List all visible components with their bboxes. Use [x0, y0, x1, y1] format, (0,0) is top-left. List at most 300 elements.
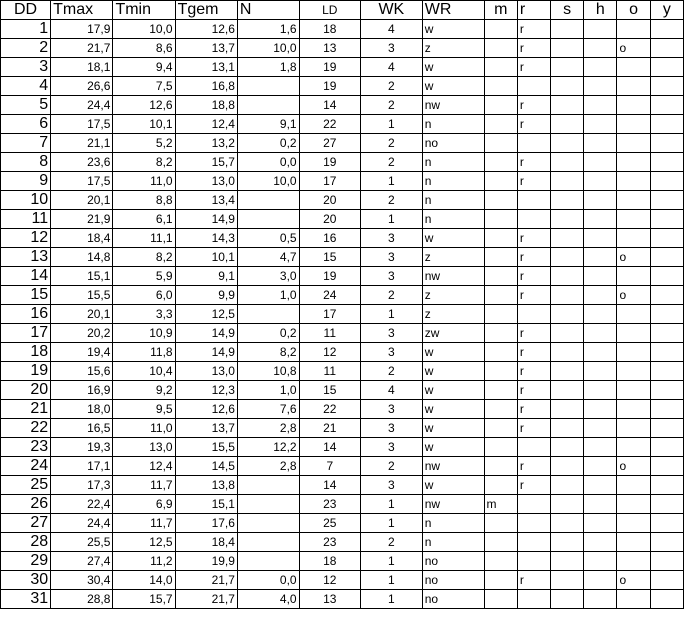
cell-wr[interactable]: w	[422, 419, 484, 438]
cell-m[interactable]	[484, 229, 517, 248]
cell-n[interactable]: 0,0	[237, 153, 299, 172]
cell-s[interactable]	[551, 134, 584, 153]
cell-tgem[interactable]: 13,7	[175, 419, 237, 438]
cell-n[interactable]: 0,2	[237, 324, 299, 343]
cell-s[interactable]	[551, 305, 584, 324]
cell-wr[interactable]: nw	[422, 457, 484, 476]
cell-n[interactable]: 2,8	[237, 457, 299, 476]
cell-n[interactable]: 2,8	[237, 419, 299, 438]
cell-ld[interactable]: 20	[299, 191, 360, 210]
cell-tmax[interactable]: 16,9	[51, 381, 113, 400]
cell-r[interactable]: r	[517, 400, 550, 419]
cell-day[interactable]: 30	[1, 571, 51, 590]
cell-day[interactable]: 8	[1, 153, 51, 172]
header-tmin[interactable]: Tmin	[113, 1, 175, 20]
cell-tmax[interactable]: 21,9	[51, 210, 113, 229]
cell-tmin[interactable]: 11,7	[113, 476, 175, 495]
cell-y[interactable]	[650, 77, 683, 96]
cell-wk[interactable]: 1	[360, 571, 422, 590]
cell-m[interactable]	[484, 96, 517, 115]
cell-wr[interactable]: z	[422, 248, 484, 267]
cell-ld[interactable]: 27	[299, 134, 360, 153]
cell-day[interactable]: 1	[1, 20, 51, 39]
cell-tgem[interactable]: 13,7	[175, 39, 237, 58]
cell-y[interactable]	[650, 286, 683, 305]
cell-y[interactable]	[650, 495, 683, 514]
cell-r[interactable]: r	[517, 286, 550, 305]
cell-tmin[interactable]: 8,8	[113, 191, 175, 210]
cell-s[interactable]	[551, 590, 584, 609]
cell-day[interactable]: 27	[1, 514, 51, 533]
header-s[interactable]: s	[551, 1, 584, 20]
cell-tgem[interactable]: 13,8	[175, 476, 237, 495]
cell-r[interactable]: r	[517, 267, 550, 286]
cell-wk[interactable]: 1	[360, 210, 422, 229]
cell-r[interactable]: r	[517, 571, 550, 590]
cell-tmin[interactable]: 5,9	[113, 267, 175, 286]
cell-m[interactable]	[484, 343, 517, 362]
cell-y[interactable]	[650, 324, 683, 343]
cell-ld[interactable]: 15	[299, 381, 360, 400]
cell-o[interactable]	[617, 400, 650, 419]
cell-h[interactable]	[584, 552, 617, 571]
cell-wr[interactable]: no	[422, 590, 484, 609]
cell-tgem[interactable]: 9,1	[175, 267, 237, 286]
cell-y[interactable]	[650, 476, 683, 495]
cell-wr[interactable]: z	[422, 305, 484, 324]
cell-day[interactable]: 31	[1, 590, 51, 609]
cell-tmin[interactable]: 12,5	[113, 533, 175, 552]
cell-n[interactable]	[237, 191, 299, 210]
cell-y[interactable]	[650, 419, 683, 438]
cell-o[interactable]: o	[617, 571, 650, 590]
cell-m[interactable]	[484, 362, 517, 381]
cell-ld[interactable]: 19	[299, 267, 360, 286]
cell-o[interactable]	[617, 115, 650, 134]
cell-n[interactable]: 0,5	[237, 229, 299, 248]
cell-wk[interactable]: 1	[360, 305, 422, 324]
cell-wk[interactable]: 3	[360, 438, 422, 457]
cell-tmax[interactable]: 16,5	[51, 419, 113, 438]
cell-ld[interactable]: 15	[299, 248, 360, 267]
cell-s[interactable]	[551, 229, 584, 248]
cell-tgem[interactable]: 14,3	[175, 229, 237, 248]
cell-day[interactable]: 29	[1, 552, 51, 571]
cell-wr[interactable]: n	[422, 153, 484, 172]
cell-day[interactable]: 12	[1, 229, 51, 248]
cell-h[interactable]	[584, 77, 617, 96]
cell-y[interactable]	[650, 381, 683, 400]
cell-r[interactable]	[517, 495, 550, 514]
cell-day[interactable]: 24	[1, 457, 51, 476]
cell-tmax[interactable]: 19,4	[51, 343, 113, 362]
cell-tmin[interactable]: 10,0	[113, 20, 175, 39]
cell-tgem[interactable]: 14,9	[175, 324, 237, 343]
cell-r[interactable]: r	[517, 476, 550, 495]
cell-h[interactable]	[584, 229, 617, 248]
cell-n[interactable]: 10,8	[237, 362, 299, 381]
cell-o[interactable]	[617, 96, 650, 115]
cell-tmin[interactable]: 8,2	[113, 153, 175, 172]
cell-o[interactable]	[617, 20, 650, 39]
cell-tgem[interactable]: 13,4	[175, 191, 237, 210]
cell-r[interactable]: r	[517, 58, 550, 77]
cell-ld[interactable]: 24	[299, 286, 360, 305]
cell-tmax[interactable]: 17,3	[51, 476, 113, 495]
cell-s[interactable]	[551, 381, 584, 400]
cell-m[interactable]	[484, 172, 517, 191]
cell-tmin[interactable]: 9,4	[113, 58, 175, 77]
cell-r[interactable]	[517, 134, 550, 153]
cell-h[interactable]	[584, 153, 617, 172]
cell-h[interactable]	[584, 343, 617, 362]
cell-ld[interactable]: 19	[299, 58, 360, 77]
cell-tmin[interactable]: 11,7	[113, 514, 175, 533]
cell-m[interactable]	[484, 20, 517, 39]
cell-day[interactable]: 4	[1, 77, 51, 96]
cell-h[interactable]	[584, 362, 617, 381]
cell-o[interactable]	[617, 134, 650, 153]
cell-tmax[interactable]: 22,4	[51, 495, 113, 514]
cell-r[interactable]	[517, 438, 550, 457]
cell-wr[interactable]: z	[422, 39, 484, 58]
cell-s[interactable]	[551, 533, 584, 552]
header-day[interactable]: DD	[1, 1, 51, 20]
cell-o[interactable]	[617, 533, 650, 552]
cell-o[interactable]	[617, 590, 650, 609]
cell-wr[interactable]: n	[422, 514, 484, 533]
cell-s[interactable]	[551, 362, 584, 381]
cell-tmax[interactable]: 26,6	[51, 77, 113, 96]
cell-day[interactable]: 19	[1, 362, 51, 381]
cell-y[interactable]	[650, 96, 683, 115]
cell-y[interactable]	[650, 305, 683, 324]
cell-m[interactable]	[484, 191, 517, 210]
cell-tmax[interactable]: 27,4	[51, 552, 113, 571]
cell-n[interactable]: 1,6	[237, 20, 299, 39]
cell-o[interactable]	[617, 362, 650, 381]
cell-s[interactable]	[551, 419, 584, 438]
cell-tmin[interactable]: 12,6	[113, 96, 175, 115]
cell-ld[interactable]: 14	[299, 438, 360, 457]
cell-h[interactable]	[584, 400, 617, 419]
cell-h[interactable]	[584, 590, 617, 609]
cell-day[interactable]: 20	[1, 381, 51, 400]
cell-m[interactable]	[484, 476, 517, 495]
cell-m[interactable]	[484, 286, 517, 305]
cell-m[interactable]	[484, 381, 517, 400]
cell-s[interactable]	[551, 495, 584, 514]
cell-n[interactable]: 9,1	[237, 115, 299, 134]
cell-r[interactable]: r	[517, 248, 550, 267]
cell-m[interactable]	[484, 438, 517, 457]
cell-wk[interactable]: 2	[360, 362, 422, 381]
cell-h[interactable]	[584, 476, 617, 495]
cell-tmax[interactable]: 17,9	[51, 20, 113, 39]
cell-s[interactable]	[551, 191, 584, 210]
cell-ld[interactable]: 18	[299, 20, 360, 39]
cell-ld[interactable]: 7	[299, 457, 360, 476]
cell-n[interactable]	[237, 495, 299, 514]
cell-tgem[interactable]: 14,9	[175, 210, 237, 229]
cell-n[interactable]: 7,6	[237, 400, 299, 419]
cell-ld[interactable]: 13	[299, 590, 360, 609]
cell-y[interactable]	[650, 248, 683, 267]
cell-tmax[interactable]: 17,1	[51, 457, 113, 476]
cell-n[interactable]	[237, 210, 299, 229]
cell-ld[interactable]: 21	[299, 419, 360, 438]
cell-tmax[interactable]: 15,5	[51, 286, 113, 305]
cell-s[interactable]	[551, 248, 584, 267]
cell-o[interactable]	[617, 210, 650, 229]
cell-tmax[interactable]: 24,4	[51, 514, 113, 533]
cell-day[interactable]: 2	[1, 39, 51, 58]
cell-wk[interactable]: 3	[360, 400, 422, 419]
cell-tgem[interactable]: 12,5	[175, 305, 237, 324]
cell-r[interactable]: r	[517, 381, 550, 400]
cell-n[interactable]	[237, 96, 299, 115]
cell-o[interactable]	[617, 267, 650, 286]
cell-n[interactable]: 1,0	[237, 286, 299, 305]
cell-tmin[interactable]: 15,7	[113, 590, 175, 609]
cell-wr[interactable]: n	[422, 172, 484, 191]
cell-m[interactable]	[484, 77, 517, 96]
cell-wk[interactable]: 3	[360, 324, 422, 343]
cell-tmax[interactable]: 18,4	[51, 229, 113, 248]
cell-n[interactable]: 0,2	[237, 134, 299, 153]
cell-wr[interactable]: n	[422, 115, 484, 134]
header-wr[interactable]: WR	[422, 1, 484, 20]
cell-r[interactable]: r	[517, 229, 550, 248]
cell-wk[interactable]: 1	[360, 514, 422, 533]
cell-y[interactable]	[650, 172, 683, 191]
cell-y[interactable]	[650, 400, 683, 419]
cell-tmin[interactable]: 14,0	[113, 571, 175, 590]
cell-wr[interactable]: z	[422, 286, 484, 305]
cell-n[interactable]: 10,0	[237, 172, 299, 191]
cell-n[interactable]	[237, 552, 299, 571]
cell-s[interactable]	[551, 324, 584, 343]
cell-day[interactable]: 6	[1, 115, 51, 134]
cell-ld[interactable]: 20	[299, 210, 360, 229]
cell-day[interactable]: 7	[1, 134, 51, 153]
cell-wk[interactable]: 2	[360, 191, 422, 210]
cell-day[interactable]: 18	[1, 343, 51, 362]
cell-day[interactable]: 26	[1, 495, 51, 514]
cell-o[interactable]	[617, 381, 650, 400]
cell-tmin[interactable]: 11,8	[113, 343, 175, 362]
cell-n[interactable]	[237, 514, 299, 533]
cell-h[interactable]	[584, 324, 617, 343]
cell-o[interactable]	[617, 77, 650, 96]
cell-s[interactable]	[551, 172, 584, 191]
cell-n[interactable]: 4,7	[237, 248, 299, 267]
cell-y[interactable]	[650, 362, 683, 381]
cell-o[interactable]	[617, 172, 650, 191]
cell-ld[interactable]: 22	[299, 115, 360, 134]
cell-s[interactable]	[551, 400, 584, 419]
cell-tgem[interactable]: 12,6	[175, 20, 237, 39]
cell-m[interactable]	[484, 571, 517, 590]
cell-n[interactable]	[237, 77, 299, 96]
cell-tmax[interactable]: 17,5	[51, 172, 113, 191]
cell-wr[interactable]: w	[422, 362, 484, 381]
cell-tgem[interactable]: 13,0	[175, 172, 237, 191]
cell-day[interactable]: 9	[1, 172, 51, 191]
cell-day[interactable]: 14	[1, 267, 51, 286]
cell-tgem[interactable]: 16,8	[175, 77, 237, 96]
cell-wr[interactable]: w	[422, 77, 484, 96]
cell-o[interactable]	[617, 229, 650, 248]
cell-s[interactable]	[551, 210, 584, 229]
cell-s[interactable]	[551, 96, 584, 115]
cell-tgem[interactable]: 13,2	[175, 134, 237, 153]
cell-tmax[interactable]: 20,1	[51, 191, 113, 210]
cell-y[interactable]	[650, 134, 683, 153]
cell-tgem[interactable]: 13,1	[175, 58, 237, 77]
cell-ld[interactable]: 17	[299, 305, 360, 324]
cell-tgem[interactable]: 18,8	[175, 96, 237, 115]
cell-n[interactable]: 3,0	[237, 267, 299, 286]
cell-h[interactable]	[584, 533, 617, 552]
cell-wk[interactable]: 2	[360, 77, 422, 96]
cell-day[interactable]: 17	[1, 324, 51, 343]
cell-s[interactable]	[551, 153, 584, 172]
cell-s[interactable]	[551, 552, 584, 571]
cell-y[interactable]	[650, 58, 683, 77]
cell-tmax[interactable]: 21,7	[51, 39, 113, 58]
cell-wk[interactable]: 1	[360, 172, 422, 191]
cell-y[interactable]	[650, 552, 683, 571]
cell-r[interactable]	[517, 552, 550, 571]
cell-n[interactable]: 1,0	[237, 381, 299, 400]
cell-o[interactable]: o	[617, 248, 650, 267]
cell-s[interactable]	[551, 457, 584, 476]
cell-h[interactable]	[584, 172, 617, 191]
cell-o[interactable]	[617, 438, 650, 457]
cell-tmin[interactable]: 6,9	[113, 495, 175, 514]
cell-wk[interactable]: 3	[360, 229, 422, 248]
cell-y[interactable]	[650, 457, 683, 476]
cell-r[interactable]	[517, 210, 550, 229]
cell-o[interactable]	[617, 343, 650, 362]
cell-wk[interactable]: 3	[360, 267, 422, 286]
header-wk[interactable]: WK	[360, 1, 422, 20]
cell-wr[interactable]: no	[422, 552, 484, 571]
cell-tmax[interactable]: 25,5	[51, 533, 113, 552]
cell-ld[interactable]: 17	[299, 172, 360, 191]
cell-wk[interactable]: 1	[360, 115, 422, 134]
cell-tgem[interactable]: 14,5	[175, 457, 237, 476]
cell-ld[interactable]: 11	[299, 324, 360, 343]
cell-wk[interactable]: 2	[360, 457, 422, 476]
cell-m[interactable]	[484, 590, 517, 609]
cell-wk[interactable]: 2	[360, 96, 422, 115]
cell-tmin[interactable]: 6,1	[113, 210, 175, 229]
cell-tgem[interactable]: 21,7	[175, 571, 237, 590]
cell-tmin[interactable]: 10,1	[113, 115, 175, 134]
cell-h[interactable]	[584, 58, 617, 77]
cell-wr[interactable]: nw	[422, 96, 484, 115]
cell-m[interactable]	[484, 552, 517, 571]
cell-tmin[interactable]: 11,1	[113, 229, 175, 248]
cell-tmax[interactable]: 24,4	[51, 96, 113, 115]
cell-y[interactable]	[650, 153, 683, 172]
cell-tmax[interactable]: 21,1	[51, 134, 113, 153]
cell-wk[interactable]: 1	[360, 495, 422, 514]
cell-m[interactable]	[484, 115, 517, 134]
cell-wk[interactable]: 1	[360, 590, 422, 609]
cell-y[interactable]	[650, 115, 683, 134]
cell-m[interactable]	[484, 210, 517, 229]
cell-r[interactable]: r	[517, 362, 550, 381]
cell-day[interactable]: 13	[1, 248, 51, 267]
cell-wr[interactable]: w	[422, 229, 484, 248]
cell-ld[interactable]: 19	[299, 77, 360, 96]
cell-day[interactable]: 16	[1, 305, 51, 324]
cell-m[interactable]	[484, 39, 517, 58]
cell-r[interactable]: r	[517, 153, 550, 172]
cell-tmax[interactable]: 18,1	[51, 58, 113, 77]
cell-h[interactable]	[584, 267, 617, 286]
cell-ld[interactable]: 13	[299, 39, 360, 58]
cell-n[interactable]	[237, 476, 299, 495]
cell-h[interactable]	[584, 495, 617, 514]
cell-s[interactable]	[551, 39, 584, 58]
cell-o[interactable]: o	[617, 457, 650, 476]
header-h[interactable]: h	[584, 1, 617, 20]
cell-ld[interactable]: 19	[299, 153, 360, 172]
cell-h[interactable]	[584, 191, 617, 210]
cell-s[interactable]	[551, 514, 584, 533]
cell-y[interactable]	[650, 590, 683, 609]
cell-wk[interactable]: 3	[360, 248, 422, 267]
cell-r[interactable]: r	[517, 39, 550, 58]
cell-ld[interactable]: 14	[299, 96, 360, 115]
cell-tmax[interactable]: 20,1	[51, 305, 113, 324]
cell-wk[interactable]: 1	[360, 552, 422, 571]
cell-o[interactable]: o	[617, 286, 650, 305]
cell-r[interactable]	[517, 533, 550, 552]
cell-wr[interactable]: w	[422, 476, 484, 495]
cell-o[interactable]	[617, 58, 650, 77]
cell-tmax[interactable]: 23,6	[51, 153, 113, 172]
cell-y[interactable]	[650, 343, 683, 362]
cell-n[interactable]: 0,0	[237, 571, 299, 590]
cell-wk[interactable]: 3	[360, 39, 422, 58]
cell-wk[interactable]: 3	[360, 343, 422, 362]
header-r[interactable]: r	[517, 1, 550, 20]
cell-m[interactable]	[484, 305, 517, 324]
cell-h[interactable]	[584, 438, 617, 457]
cell-h[interactable]	[584, 248, 617, 267]
cell-h[interactable]	[584, 39, 617, 58]
cell-tmin[interactable]: 12,4	[113, 457, 175, 476]
cell-tmin[interactable]: 10,9	[113, 324, 175, 343]
cell-day[interactable]: 15	[1, 286, 51, 305]
cell-wk[interactable]: 4	[360, 20, 422, 39]
cell-n[interactable]: 1,8	[237, 58, 299, 77]
cell-h[interactable]	[584, 419, 617, 438]
cell-y[interactable]	[650, 39, 683, 58]
cell-tgem[interactable]: 15,5	[175, 438, 237, 457]
cell-tmin[interactable]: 6,0	[113, 286, 175, 305]
cell-tgem[interactable]: 9,9	[175, 286, 237, 305]
cell-y[interactable]	[650, 210, 683, 229]
cell-day[interactable]: 3	[1, 58, 51, 77]
cell-m[interactable]	[484, 324, 517, 343]
cell-wr[interactable]: w	[422, 58, 484, 77]
